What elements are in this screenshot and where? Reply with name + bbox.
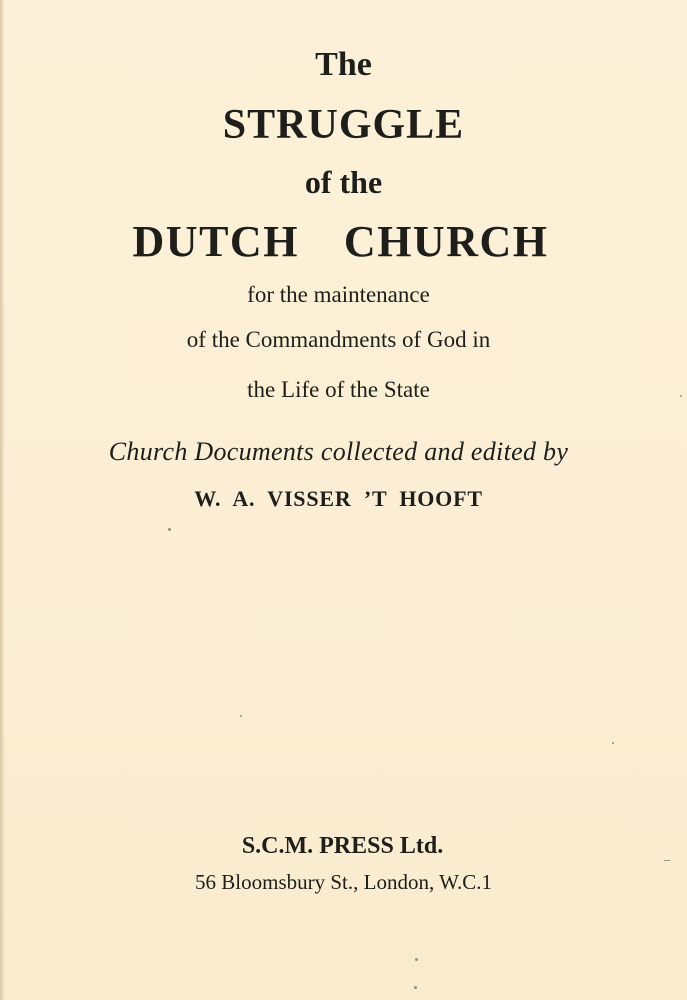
publisher-address: 56 Bloomsbury St., London, W.C.1 (195, 870, 492, 894)
subtitle-line-3: the Life of the State (247, 377, 430, 402)
title-struggle: STRUGGLE (222, 102, 465, 148)
title-the: The (315, 46, 372, 83)
title-dutch-church: DUTCH CHURCH (132, 217, 549, 266)
editor-credit: Church Documents collected and edited by (108, 437, 569, 466)
paper-speck (664, 860, 670, 861)
title-of-the: of the (304, 164, 383, 200)
paper-speck (240, 715, 242, 717)
paper-speck (612, 742, 614, 744)
author-name: W. A. VISSER ’T HOOFT (194, 486, 483, 511)
publisher-name: S.C.M. PRESS Ltd. (241, 833, 444, 859)
paper-speck (168, 528, 171, 531)
paper-speck (415, 958, 418, 961)
subtitle-line-1: for the maintenance (247, 282, 430, 307)
subtitle-line-2: of the Commandments of God in (186, 327, 491, 352)
paper-speck (414, 986, 417, 989)
paper-speck (680, 395, 682, 397)
